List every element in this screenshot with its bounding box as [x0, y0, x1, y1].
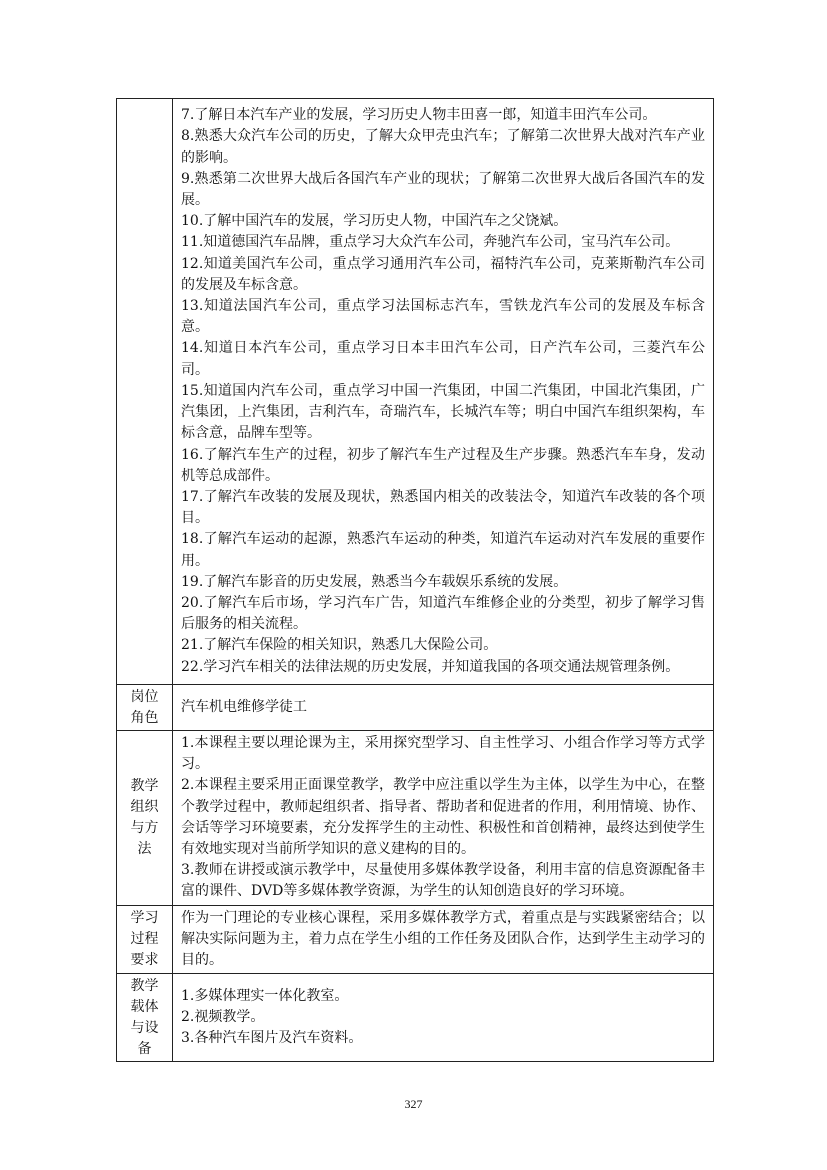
objective-item: 15.知道国内汽车公司，重点学习中国一汽集团，中国二汽集团，中国北汽集团，广汽集团，上汽集团，吉利汽车，奇瑞汽车，长城汽车等；明白中国汽车组织架构，车标含意，品牌车型等。: [181, 382, 705, 442]
objective-item: 12.知道美国汽车公司，重点学习通用汽车公司，福特汽车公司，克莱斯勒汽车公司的发展及车标含意。: [181, 255, 705, 293]
method-item: 3.教师在讲授或演示教学中，尽量使用多媒体教学设备，利用丰富的信息资源配备丰富的课件、DVD等多媒体教学资源，为学生的认知创造良好的学习环境。: [181, 862, 705, 900]
row-label-equipment: 教学载体与设备: [117, 974, 173, 1062]
objective-item: 13.知道法国汽车公司，重点学习法国标志汽车，雪铁龙汽车公司的发展及车标含意。: [181, 298, 705, 336]
equipment-cell: [173, 974, 714, 1062]
table-row: [117, 974, 714, 1062]
objective-item: 7.了解日本汽车产业的发展，学习历史人物丰田喜一郎，知道丰田汽车公司。: [181, 107, 657, 124]
table-row: [117, 731, 714, 906]
objective-item: 22.学习汽车相关的法律法规的历史发展，并知道我国的各项交通法规管理条例。: [181, 658, 680, 675]
objective-item: 16.了解汽车生产的过程，初步了解汽车生产过程及生产步骤。熟悉汽车车身，发动机等总成部件。: [181, 446, 705, 484]
objective-item: 20.了解汽车后市场，学习汽车广告，知道汽车维修企业的分类型，初步了解学习售后服务的相关流程。: [181, 594, 705, 633]
method-item: 2.本课程主要采用正面课堂教学，教学中应注重以学生为主体，以学生为中心，在整个教学过程中，教师起组织者、指导者、帮助者和促进者的作用，利用情境、协作、会话等学习环境要素，充分发挥学生的主动性、积极性和首创精神，最终达到使学生有效地实现对当前所学知识的意义建构的目的。: [181, 777, 705, 858]
table-row: [117, 905, 714, 974]
objective-item: 18.了解汽车运动的起源，熟悉汽车运动的种类，知道汽车运动对汽车发展的重要作用。: [181, 531, 705, 569]
method-cell: [173, 731, 714, 906]
table-row: [117, 99, 714, 685]
table-row: [117, 685, 714, 731]
process-text: 作为一门理论的专业核心课程，采用多媒体教学方式，着重点是与实践紧密结合；以解决实际问题为主，着力点在学生小组的工作任务及团队合作，达到学生主动学习的目的。: [181, 909, 705, 969]
page-number: 327: [404, 1097, 423, 1111]
row-label-method: 教学组织与方法: [117, 731, 173, 906]
row-label-process: 学习过程要求: [117, 905, 173, 974]
method-item: 1.本课程主要以理论课为主，采用探究型学习、自主性学习、小组合作学习等方式学习。: [181, 735, 705, 773]
objectives-cell: [173, 99, 714, 685]
row-label-role: 岗位角色: [117, 685, 173, 731]
equipment-item: 1.多媒体理实一体化教室。: [181, 987, 349, 1004]
objective-item: 17.了解汽车改装的发展及现状，熟悉国内相关的改装法令，知道汽车改装的各个项目。: [181, 488, 705, 527]
objective-item: 11.知道德国汽车品牌，重点学习大众汽车公司，奔驰汽车公司，宝马汽车公司。: [181, 234, 680, 251]
objective-item: 10.了解中国汽车的发展，学习历史人物，中国汽车之父饶斌。: [181, 213, 568, 230]
process-cell: [173, 905, 714, 974]
equipment-item: 3.各种汽车图片及汽车资料。: [181, 1030, 363, 1047]
objective-item: 21.了解汽车保险的相关知识，熟悉几大保险公司。: [181, 637, 498, 654]
objective-item: 9.熟悉第二次世界大战后各国汽车产业的现状；了解第二次世界大战后各国汽车的发展。: [181, 170, 705, 209]
course-table: [116, 98, 714, 1062]
objective-item: 8.熟悉大众汽车公司的历史，了解大众甲壳虫汽车；了解第二次世界大战对汽车产业的影响。: [181, 128, 705, 166]
objective-item: 14.知道日本汽车公司，重点学习日本丰田汽车公司，日产汽车公司，三菱汽车公司。: [181, 340, 705, 378]
objective-item: 19.了解汽车影音的历史发展，熟悉当今车载娱乐系统的发展。: [181, 573, 568, 590]
row-label-empty: [117, 99, 173, 685]
role-text: 汽车机电维修学徒工: [181, 698, 307, 715]
equipment-item: 2.视频教学。: [181, 1009, 265, 1026]
role-cell: [173, 685, 714, 731]
